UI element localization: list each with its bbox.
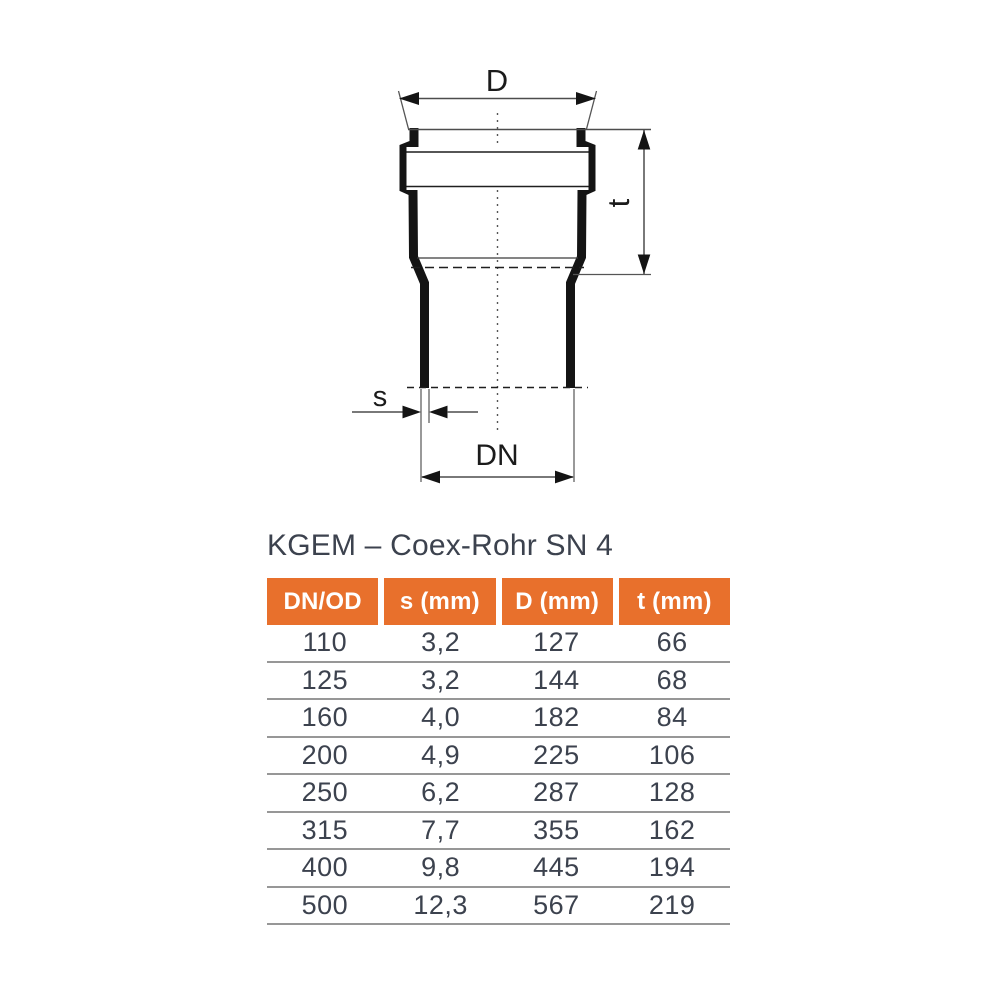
table-row (267, 813, 730, 851)
table-cell: 200 (301, 739, 349, 770)
table-row (267, 700, 730, 738)
header-dn-od: DN/OD (267, 578, 378, 625)
table-cell: 500 (301, 889, 349, 920)
table-cell: 160 (301, 702, 349, 733)
table-cell: 4,9 (421, 739, 461, 770)
table-cell: 128 (648, 777, 696, 808)
table-cell: 219 (648, 889, 696, 920)
table-row (267, 738, 730, 776)
table-row (267, 888, 730, 926)
table-cell: 3,2 (421, 664, 461, 695)
table-cell: 144 (533, 664, 580, 695)
dim-label-dn: DN (475, 439, 519, 472)
table-cell: 182 (533, 702, 580, 733)
table-cell: 66 (656, 627, 688, 658)
header-t-mm: t (mm) (619, 578, 730, 625)
table-cell: 106 (648, 739, 696, 770)
table-cell: 194 (648, 852, 696, 883)
table-cell: 110 (302, 627, 348, 658)
dimensions-table (267, 578, 730, 925)
table-cell: 355 (533, 814, 580, 845)
dim-label-s: s (372, 381, 388, 413)
table-cell: 9,8 (421, 852, 461, 883)
table-cell: 162 (648, 814, 696, 845)
table-cell: 445 (533, 852, 580, 883)
table-cell: 250 (301, 777, 349, 808)
dimension-dn (421, 389, 574, 483)
table-cell: 315 (301, 814, 349, 845)
dimension-s (352, 381, 478, 482)
table-cell: 84 (656, 702, 688, 733)
table-cell: 3,2 (421, 627, 461, 658)
table-cell: 4,0 (421, 702, 461, 733)
table-cell: 68 (656, 664, 688, 695)
dim-label-d: D (485, 63, 509, 98)
table-row (267, 625, 730, 663)
table-cell: 127 (533, 627, 580, 658)
table-row (267, 663, 730, 701)
table-row (267, 775, 730, 813)
table-cell: 567 (533, 889, 580, 920)
table-cell: 12,3 (413, 889, 468, 920)
table-cell: 400 (301, 852, 349, 883)
table-cell: 287 (533, 777, 580, 808)
header-d-mm: D (mm) (502, 578, 613, 625)
table-header-row (267, 578, 730, 625)
table-cell: 125 (301, 664, 349, 695)
dimension-d (399, 63, 597, 129)
table-cell: 7,7 (421, 814, 461, 845)
dim-label-t: t (601, 198, 636, 208)
product-title: KGEM – Coex-Rohr SN 4 (267, 529, 613, 562)
table-row (267, 850, 730, 888)
table-cell: 225 (533, 739, 580, 770)
table-cell: 6,2 (421, 777, 461, 808)
table-body (267, 625, 730, 925)
seal-groove (407, 147, 589, 190)
header-s-mm: s (mm) (384, 578, 495, 625)
pipe-body (404, 128, 651, 388)
